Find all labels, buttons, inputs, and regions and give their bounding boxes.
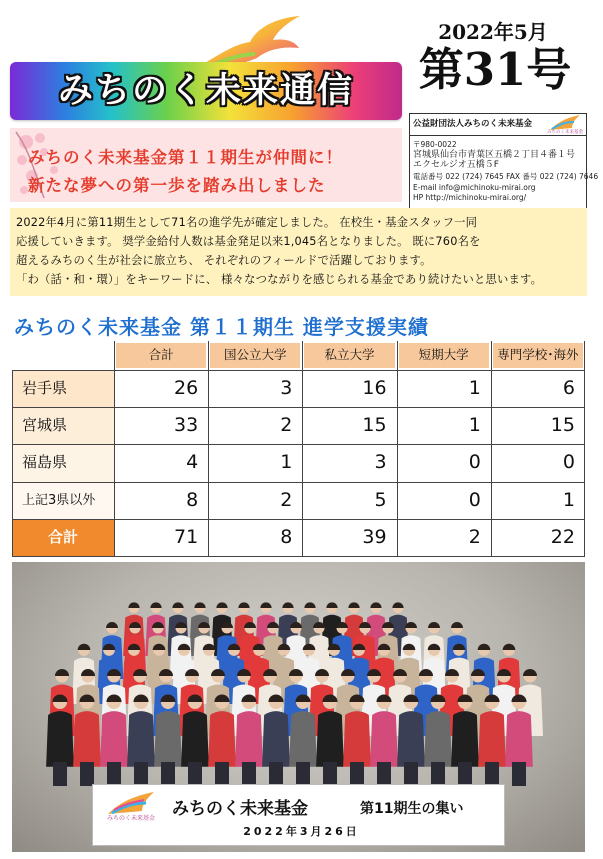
org-email[interactable]: E-mail info@michinoku-mirai.org <box>413 183 536 192</box>
table-row-label: 宮城県 <box>12 407 114 444</box>
table-header-cell: 専門学校･海外 <box>493 343 583 368</box>
results-table <box>12 341 585 556</box>
table-gridline <box>584 341 585 556</box>
table-gridline <box>12 482 585 483</box>
table-gridline <box>12 444 585 445</box>
photo-person-legs <box>377 762 391 786</box>
table-cell: 8 <box>280 525 293 548</box>
intro-line-1: 2022年4月に第11期生として71名の進学先が確定しました。 在校生・基金スタッフ一同 <box>16 216 478 229</box>
photo-person-legs <box>188 762 202 786</box>
org-phone-fax: 電話番号 022 (724) 7645 FAX 番号 022 (724) 7646 <box>413 172 599 181</box>
svg-text:みちのく未来基金: みちのく未来基金 <box>547 130 583 134</box>
org-postal: 〒980-0022 <box>413 140 457 149</box>
photo-person-legs <box>350 762 364 786</box>
photo-person-legs <box>512 762 526 786</box>
photo-person-legs <box>107 762 121 786</box>
photo-person-legs <box>458 762 472 786</box>
table-cell: 1 <box>468 414 481 437</box>
table-cell: 6 <box>562 377 575 399</box>
table-cell: 0 <box>468 488 481 511</box>
table-gridline <box>12 519 585 520</box>
table-cell: 33 <box>174 414 199 437</box>
issue-number: 第31号 <box>418 43 572 96</box>
masthead-banner <box>10 62 402 120</box>
table-header-cell: 短期大学 <box>399 343 489 368</box>
table-cell: 39 <box>362 525 387 548</box>
table-cell: 22 <box>550 525 575 548</box>
table-gridline <box>397 341 398 556</box>
intro-line-4: 「わ（話・和・環）」をキーワードに、 様々なつながりを感じられる基金であり続けたいと思います。 <box>16 273 543 286</box>
table-cell: 3 <box>280 377 293 399</box>
caption-title: みちのく未来基金 <box>172 799 308 819</box>
photo-person-legs <box>269 762 283 786</box>
table-cell: 15 <box>362 414 387 437</box>
table-cell: 2 <box>468 525 481 548</box>
table-cell: 2 <box>280 414 293 437</box>
table-cell: 26 <box>174 377 199 399</box>
table-gridline <box>12 370 585 371</box>
photo-person-legs <box>485 762 499 786</box>
table-cell: 71 <box>174 525 199 548</box>
table-row-label: 福島県 <box>12 444 114 481</box>
org-address-1: 宮城県仙台市青葉区五橋２丁目４番１号 <box>413 150 576 160</box>
table-cell: 1 <box>468 377 481 399</box>
table-gridline <box>12 556 585 557</box>
table-gridline <box>12 370 13 556</box>
photo-person-legs <box>431 762 445 786</box>
org-homepage[interactable]: HP http://michinoku-mirai.org/ <box>413 193 527 202</box>
svg-text:みちのく未来基金: みちのく未来基金 <box>106 815 156 822</box>
photo-person-legs <box>80 762 94 786</box>
intro-line-3: 超えるみちのく生が社会に旅立ち、 それぞれのフィールドで活躍しております。 <box>16 254 432 267</box>
table-cell: 15 <box>550 414 575 437</box>
org-name: 公益財団法人みちのく未来基金 <box>413 119 533 129</box>
photo-person-legs <box>296 762 310 786</box>
table-cell: 0 <box>468 451 481 474</box>
photo-person-legs <box>53 762 67 786</box>
photo-person-legs <box>404 762 418 786</box>
org-address-2: エクセルジオ五橋５F <box>413 160 499 170</box>
table-gridline <box>491 341 492 556</box>
photo-person-legs <box>134 762 148 786</box>
table-cell: 2 <box>280 488 293 511</box>
table-cell: 5 <box>374 488 387 511</box>
intro-line-2: 応援していきます。 奨学金給付人数は基金発足以来1,045名となりました。 既に760名を <box>16 235 481 248</box>
org-divider <box>409 135 587 136</box>
photo-person-legs <box>242 762 256 786</box>
table-cell: 1 <box>562 488 575 511</box>
table-cell: 0 <box>562 451 575 474</box>
fund-logo-icon <box>104 788 158 822</box>
table-row-label: 合計 <box>12 519 114 556</box>
table-gridline <box>114 341 115 556</box>
table-cell: 1 <box>280 451 293 474</box>
issue-date: 2022年5月 <box>438 20 548 44</box>
table-gridline <box>302 341 303 556</box>
photo-person-legs <box>323 762 337 786</box>
table-header-cell: 国公立大学 <box>210 343 300 368</box>
caption-date: 2022年3月26日 <box>243 825 360 838</box>
table-gridline <box>12 407 585 408</box>
caption-subtitle: 第11期生の集い <box>360 801 464 817</box>
table-header-cell: 合計 <box>116 343 206 368</box>
table-gridline <box>208 341 209 556</box>
section-title: みちのく未来基金 第１１期生 進学支援実績 <box>14 315 429 339</box>
photo-person-legs <box>215 762 229 786</box>
masthead-title: みちのく未来通信 <box>57 71 354 111</box>
table-row-label: 上記3県以外 <box>12 482 114 519</box>
headline-line-1: みちのく未来基金第１１期生が仲間に！ <box>28 148 343 167</box>
table-cell: 4 <box>186 451 199 474</box>
table-header-cell: 私立大学 <box>304 343 394 368</box>
table-row-label: 岩手県 <box>12 370 114 407</box>
table-cell: 16 <box>362 377 387 399</box>
table-cell: 3 <box>374 451 387 474</box>
fund-logo-icon <box>546 112 584 134</box>
photo-person-legs <box>161 762 175 786</box>
table-cell: 8 <box>186 488 199 511</box>
headline-line-2: 新たな夢への第一歩を踏み出しました <box>28 176 326 195</box>
